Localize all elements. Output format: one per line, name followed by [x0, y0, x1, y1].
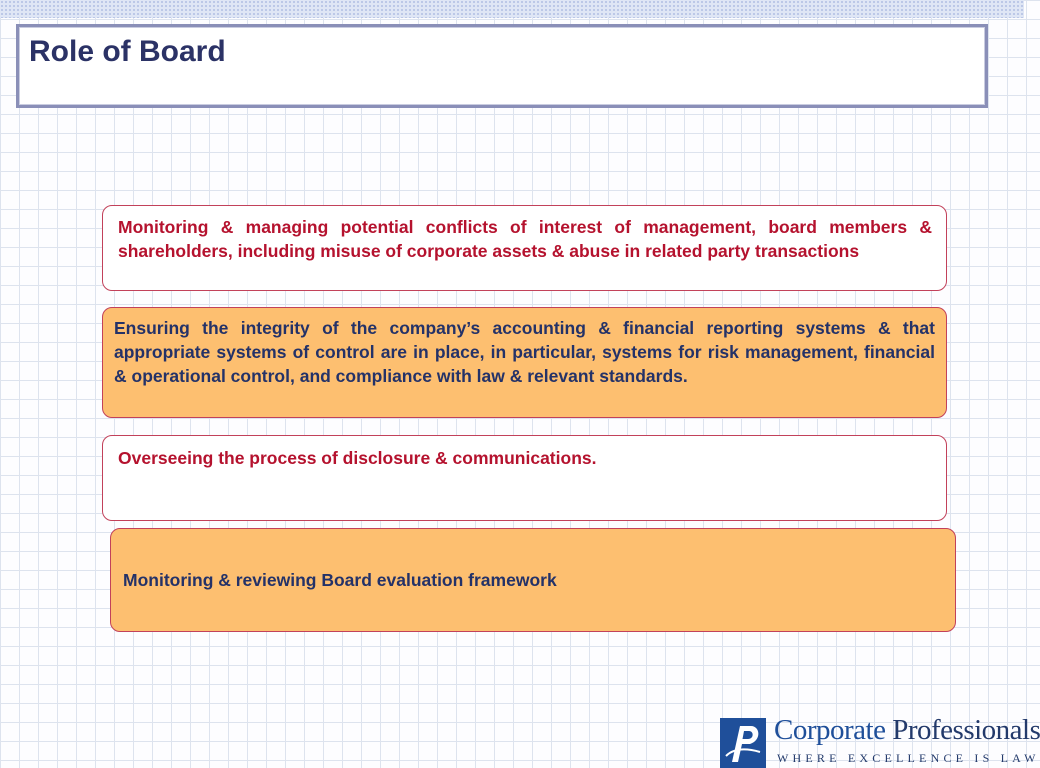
logo-name-part2: Professionals [892, 714, 1040, 746]
logo-name [774, 714, 1040, 747]
logo-name-part1: Corporate [774, 714, 893, 746]
title-box [16, 24, 988, 108]
card-text: Overseeing the process of disclosure & communications. [118, 448, 597, 468]
card-board-evaluation [110, 528, 956, 632]
header-strip [0, 0, 1024, 18]
card-disclosure [102, 435, 947, 521]
cp-logo-icon [720, 718, 766, 768]
card-financial-integrity [102, 307, 947, 418]
card-text: Monitoring & reviewing Board evaluation framework [123, 570, 557, 590]
slide-title: Role of Board [29, 35, 226, 68]
card-text: Ensuring the integrity of the company’s accounting & financial reporting systems & that appropriate systems of control are in place, in particular, systems for risk management, financial & operational control, and compliance with law & relevant standards. [114, 318, 935, 386]
logo-tagline: WHERE EXCELLENCE IS LAW [777, 751, 1040, 765]
company-logo [720, 714, 1040, 768]
card-conflicts-of-interest [102, 205, 947, 291]
card-text: Monitoring & managing potential conflicts of interest of management, board members & shareholders, including misuse of corporate assets & abuse in related party transactions [118, 217, 932, 261]
